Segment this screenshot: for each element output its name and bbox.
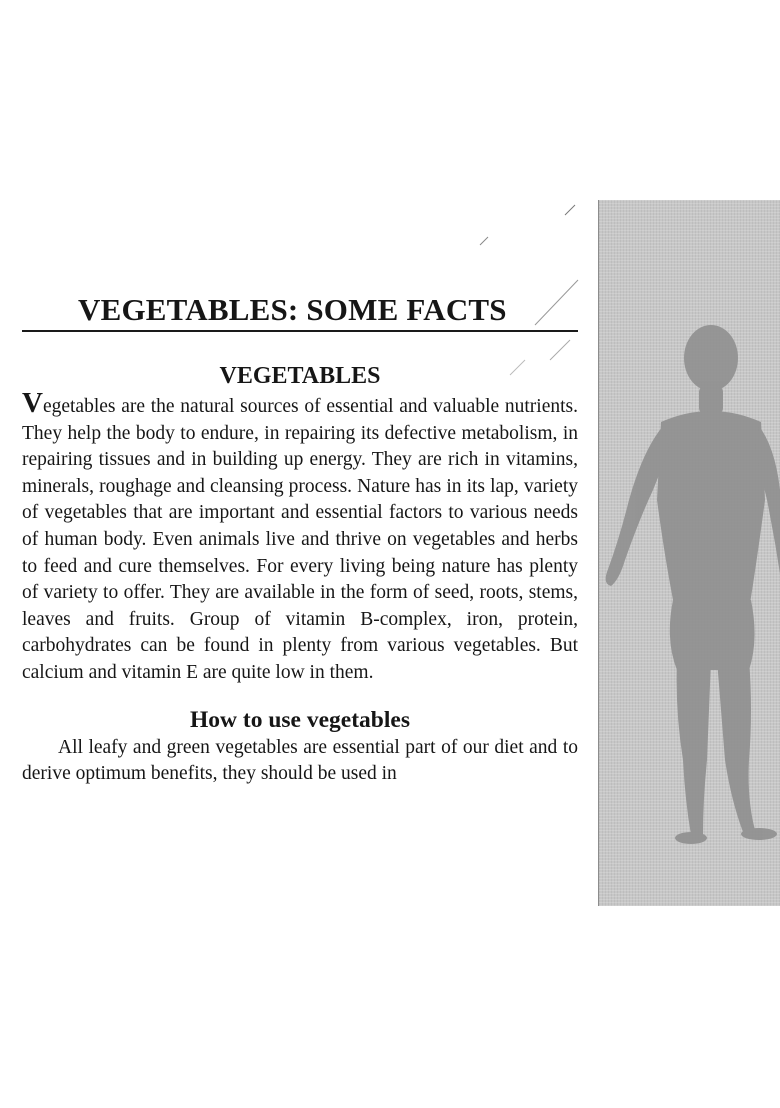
- subsection-paragraph: All leafy and green vegetables are essential part of our diet and to derive optimum benefits, they should be used in: [22, 736, 578, 785]
- section-paragraph: [22, 387, 578, 687]
- chapter-title: VEGETABLES: SOME FACTS: [78, 292, 507, 327]
- section-heading: VEGETABLES: [219, 363, 381, 389]
- human-silhouette-icon: [599, 200, 780, 906]
- title-underline-rule: [22, 330, 578, 332]
- text-column: [22, 290, 578, 788]
- human-figure-image: [598, 200, 780, 906]
- subsection-heading: How to use vegetables: [190, 706, 410, 733]
- section-paragraph-text: egetables are the natural sources of essential and valuable nutrients. They help the body to endure, in repairing its defective metabolism, in repairing tissues and in building up energy. They are rich in vitamins, minerals, roughage and cleansing process. Nature has in its lap, variety of vegetables that are important and essential factors to various needs of human body. Even animals live and thrive on vegetables and herbs to feed and cure themselves. For every living being nature has plenty of variety to offer. They are available in the form of seed, roots, stems, leaves and fruits. Group of vitamin B-complex, iron, protein, carbohydrates can be found in plenty from various vegetables. But calcium and vitamin E are quite low in them.: [22, 396, 578, 683]
- drop-cap: V: [22, 387, 43, 419]
